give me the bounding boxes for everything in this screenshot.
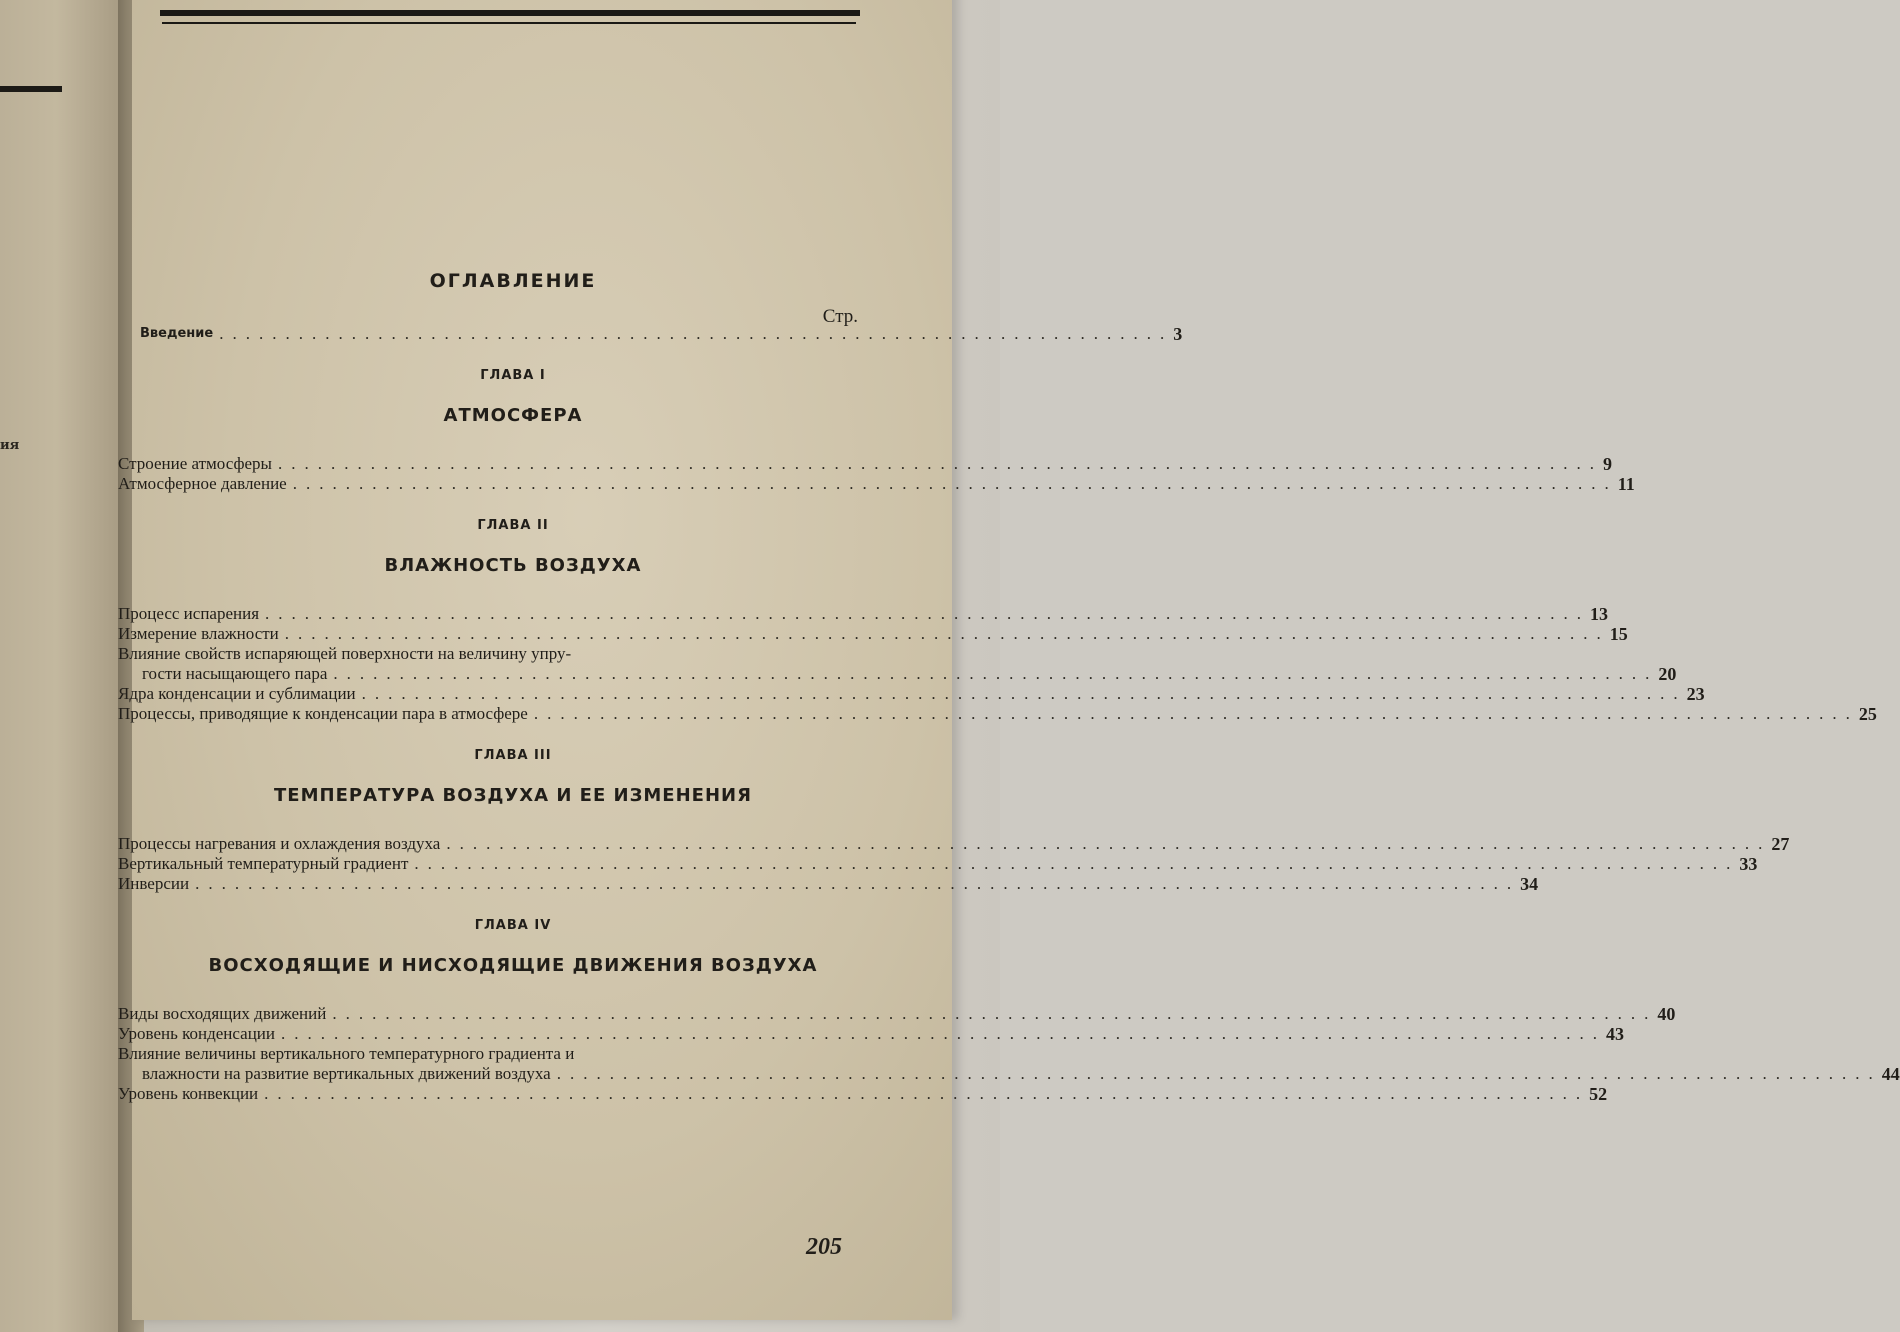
toc-entry-page: 23 xyxy=(1686,684,1705,704)
toc-entry xyxy=(118,1084,1608,1104)
toc-entry-page: 52 xyxy=(1589,1084,1608,1104)
toc-entry xyxy=(118,684,1705,704)
toc-entry xyxy=(118,834,1790,854)
chapter-title: АТМОСФЕРА xyxy=(443,405,583,426)
toc-entry-continuation: влажности на развитие вертикальных движений воздуха xyxy=(142,1064,551,1083)
left-page-rule xyxy=(0,86,62,92)
leader-dots: ........................................................................ xyxy=(219,324,1174,343)
toc-entry xyxy=(118,624,1628,644)
toc-entry-label: Процесс испарения xyxy=(118,604,260,623)
toc-entry xyxy=(118,664,1677,684)
page-number: 205 xyxy=(806,1234,842,1260)
chapter-title: ВЛАЖНОСТЬ ВОЗДУХА xyxy=(384,555,642,576)
toc-entry-page: 40 xyxy=(1657,1004,1676,1024)
toc-entry xyxy=(118,1064,1900,1084)
toc-entry-intro xyxy=(118,324,1183,344)
toc-entry-page: 20 xyxy=(1658,664,1677,684)
toc-entry-page: 33 xyxy=(1739,854,1758,874)
toc-entry-page: 11 xyxy=(1617,474,1635,494)
toc-entry-page: 25 xyxy=(1858,704,1877,724)
leader-dots: .................................................................................................... xyxy=(533,704,1859,723)
chapter-label: ГЛАВА III xyxy=(474,748,552,763)
chapter-label: ГЛАВА I xyxy=(480,368,546,383)
left-page xyxy=(0,0,122,1332)
toc-entry xyxy=(118,1024,1624,1044)
leader-dots: .................................................................................................... xyxy=(265,604,1591,623)
leader-dots: .................................................................................................... xyxy=(277,454,1603,473)
toc-entry xyxy=(118,474,1635,494)
toc-entry-page: 44 xyxy=(1881,1064,1900,1084)
toc-entry-label: Уровень конденсации xyxy=(118,1024,275,1043)
toc-entry xyxy=(118,454,1612,474)
toc-entry-label: Влияние величины вертикального температурного градиента и xyxy=(118,1044,575,1063)
toc-entry-label: Инверсии xyxy=(118,874,190,893)
toc-entry-label: Виды восходящих движений xyxy=(118,1004,327,1023)
leader-dots: .................................................................................................... xyxy=(446,834,1772,853)
toc-entry-page: 43 xyxy=(1606,1024,1624,1044)
toc-entry-label: Атмосферное давление xyxy=(118,474,287,493)
page-column-label: Стр. xyxy=(822,306,858,327)
toc-entry-label: Введение xyxy=(140,326,214,341)
leader-dots: .................................................................................................... xyxy=(264,1084,1590,1103)
header-rule-thick xyxy=(160,10,860,16)
leader-dots: .................................................................................................... xyxy=(556,1064,1882,1083)
leader-dots: .................................................................................................... xyxy=(195,874,1521,893)
toc-entry-page: 15 xyxy=(1609,624,1628,644)
chapter-label: ГЛАВА IV xyxy=(474,918,552,933)
toc-entry xyxy=(118,1004,1676,1024)
leader-dots: .................................................................................................... xyxy=(361,684,1687,703)
toc-entry xyxy=(118,854,1758,874)
leader-dots: .................................................................................................... xyxy=(414,854,1740,873)
toc-entry-label: Измерение влажности xyxy=(118,624,279,643)
toc-entry-label: Ядра конденсации и сублимации xyxy=(118,684,356,703)
chapter-title: ТЕМПЕРАТУРА ВОЗДУХА И ЕЕ ИЗМЕНЕНИЯ xyxy=(274,785,752,806)
toc-title: ОГЛАВЛЕНИЕ xyxy=(429,270,597,292)
chapter-label: ГЛАВА II xyxy=(477,518,549,533)
toc-entry-page: 13 xyxy=(1590,604,1609,624)
left-page-text-fragment: ия xyxy=(0,438,20,453)
header-rule-thin xyxy=(162,22,856,24)
toc-entry-page: 9 xyxy=(1602,454,1612,474)
chapter-title: ВОСХОДЯЩИЕ И НИСХОДЯЩИЕ ДВИЖЕНИЯ ВОЗДУХА xyxy=(208,955,818,976)
toc-entry-label: Процессы нагревания и охлаждения воздуха xyxy=(118,834,441,853)
toc-entry xyxy=(118,604,1609,624)
leader-dots: .................................................................................................... xyxy=(284,624,1610,643)
toc-entry-first-line xyxy=(118,1044,868,1064)
toc-entry-label: Строение атмосферы xyxy=(118,454,272,473)
table-of-contents xyxy=(118,270,1900,1104)
toc-entry-page: 3 xyxy=(1173,324,1183,344)
leader-dots: .................................................................................................... xyxy=(332,1004,1658,1023)
toc-entry-page: 34 xyxy=(1520,874,1539,894)
toc-entry-label: Процессы, приводящие к конденсации пара в атмосфере xyxy=(118,704,528,723)
toc-entry xyxy=(118,704,1877,724)
toc-entry-continuation: гости насыщающего пара xyxy=(142,664,328,683)
toc-entry-label: Уровень конвекции xyxy=(118,1084,259,1103)
toc-entry-page: 27 xyxy=(1771,834,1790,854)
toc-entry-label: Вертикальный температурный градиент xyxy=(118,854,409,873)
toc-entry-label: Влияние свойств испаряющей поверхности на величину упру- xyxy=(118,644,572,663)
chapters-container xyxy=(118,368,1900,1104)
leader-dots: .................................................................................................... xyxy=(333,664,1659,683)
leader-dots: .................................................................................................... xyxy=(281,1024,1606,1043)
toc-entry xyxy=(118,874,1539,894)
toc-entry-first-line xyxy=(118,644,868,664)
leader-dots: .................................................................................................... xyxy=(292,474,1618,493)
